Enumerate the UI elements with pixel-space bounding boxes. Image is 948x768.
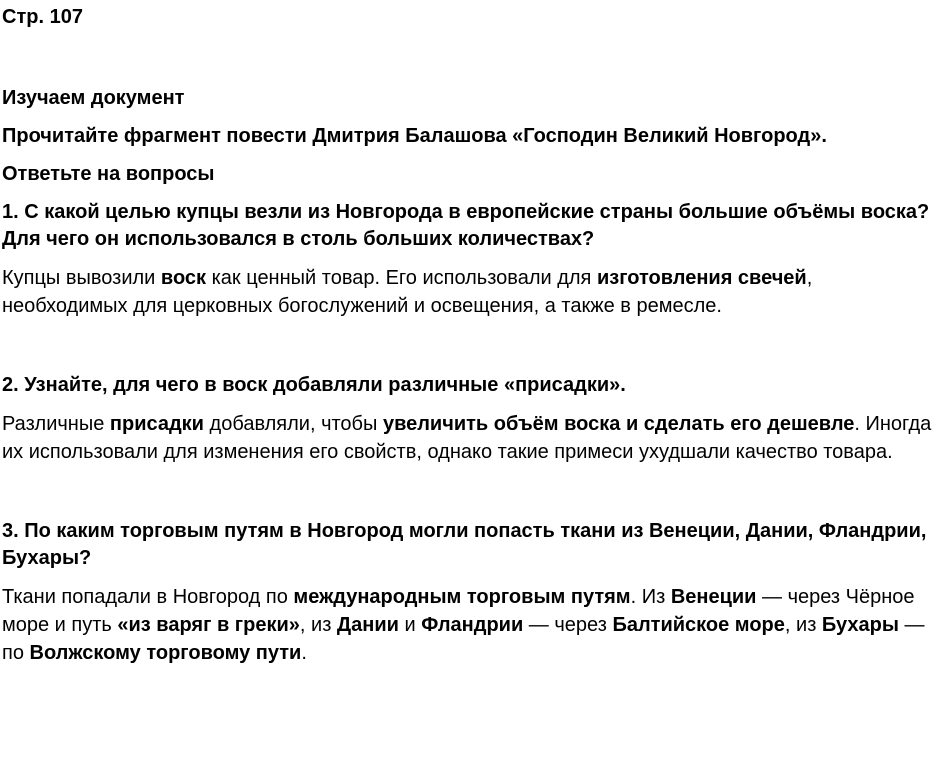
answer-2 (2, 410, 936, 466)
answer-text: Различные (2, 413, 110, 435)
answer-text: и (398, 614, 422, 636)
answer-emphasis: изготовления свечей (596, 267, 807, 289)
question-1: 1. С какой целью купцы везли из Новгорода в европейские страны большие объёмы воска? Для чего он использовался в столь больших количествах? (2, 201, 930, 250)
answer-prompt: Ответьте на вопросы (2, 163, 215, 185)
answer-text: Ткани попадали в Новгород по (2, 586, 294, 608)
answer-text: как ценный товар. Его использовали для (206, 267, 597, 289)
answer-text: — через (523, 614, 613, 636)
answer-emphasis: Дании (336, 614, 399, 636)
answer-text: , необходимых для церковных богослужений и освещения, а также в ремесле. (2, 267, 813, 317)
question-2: 2. Узнайте, для чего в воск добавляли различные «присадки». (2, 374, 626, 396)
answer-3 (2, 583, 936, 667)
answer-1 (2, 264, 936, 320)
answer-emphasis: воск (160, 267, 207, 289)
section-title: Изучаем документ (2, 87, 185, 109)
answer-text: Купцы вывозили (2, 267, 161, 289)
answer-text: добавляли, чтобы (203, 413, 383, 435)
answer-emphasis: присадки (109, 413, 204, 435)
answer-text: , из (784, 614, 822, 636)
answer-emphasis: «из варяг в греки» (117, 614, 300, 636)
answer-text: , из (299, 614, 337, 636)
answer-emphasis: Волжскому торговому пути (29, 642, 302, 664)
answer-text: — через Чёрное море и путь (2, 586, 915, 636)
answer-text: . Из (630, 586, 671, 608)
answer-emphasis: Венеции (670, 586, 757, 608)
task-instruction: Прочитайте фрагмент повести Дмитрия Балашова «Господин Великий Новгород». (2, 125, 827, 147)
answer-emphasis: Балтийское море (612, 614, 785, 636)
answer-text: . Иногда их использовали для изменения его свойств, однако такие примеси ухудшали качество товара. (2, 413, 932, 463)
answer-emphasis: международным торговым путям (293, 586, 631, 608)
answer-emphasis: увеличить объём воска и сделать его дешевле (382, 413, 855, 435)
answer-emphasis: Бухары (821, 614, 899, 636)
answer-text: . (301, 642, 307, 664)
page-number: Стр. 107 (2, 6, 83, 28)
answer-text: — по (2, 614, 925, 664)
question-3: 3. По каким торговым путям в Новгород могли попасть ткани из Венеции, Дании, Фландрии, Бухары? (2, 520, 927, 569)
answer-emphasis: Фландрии (421, 614, 524, 636)
